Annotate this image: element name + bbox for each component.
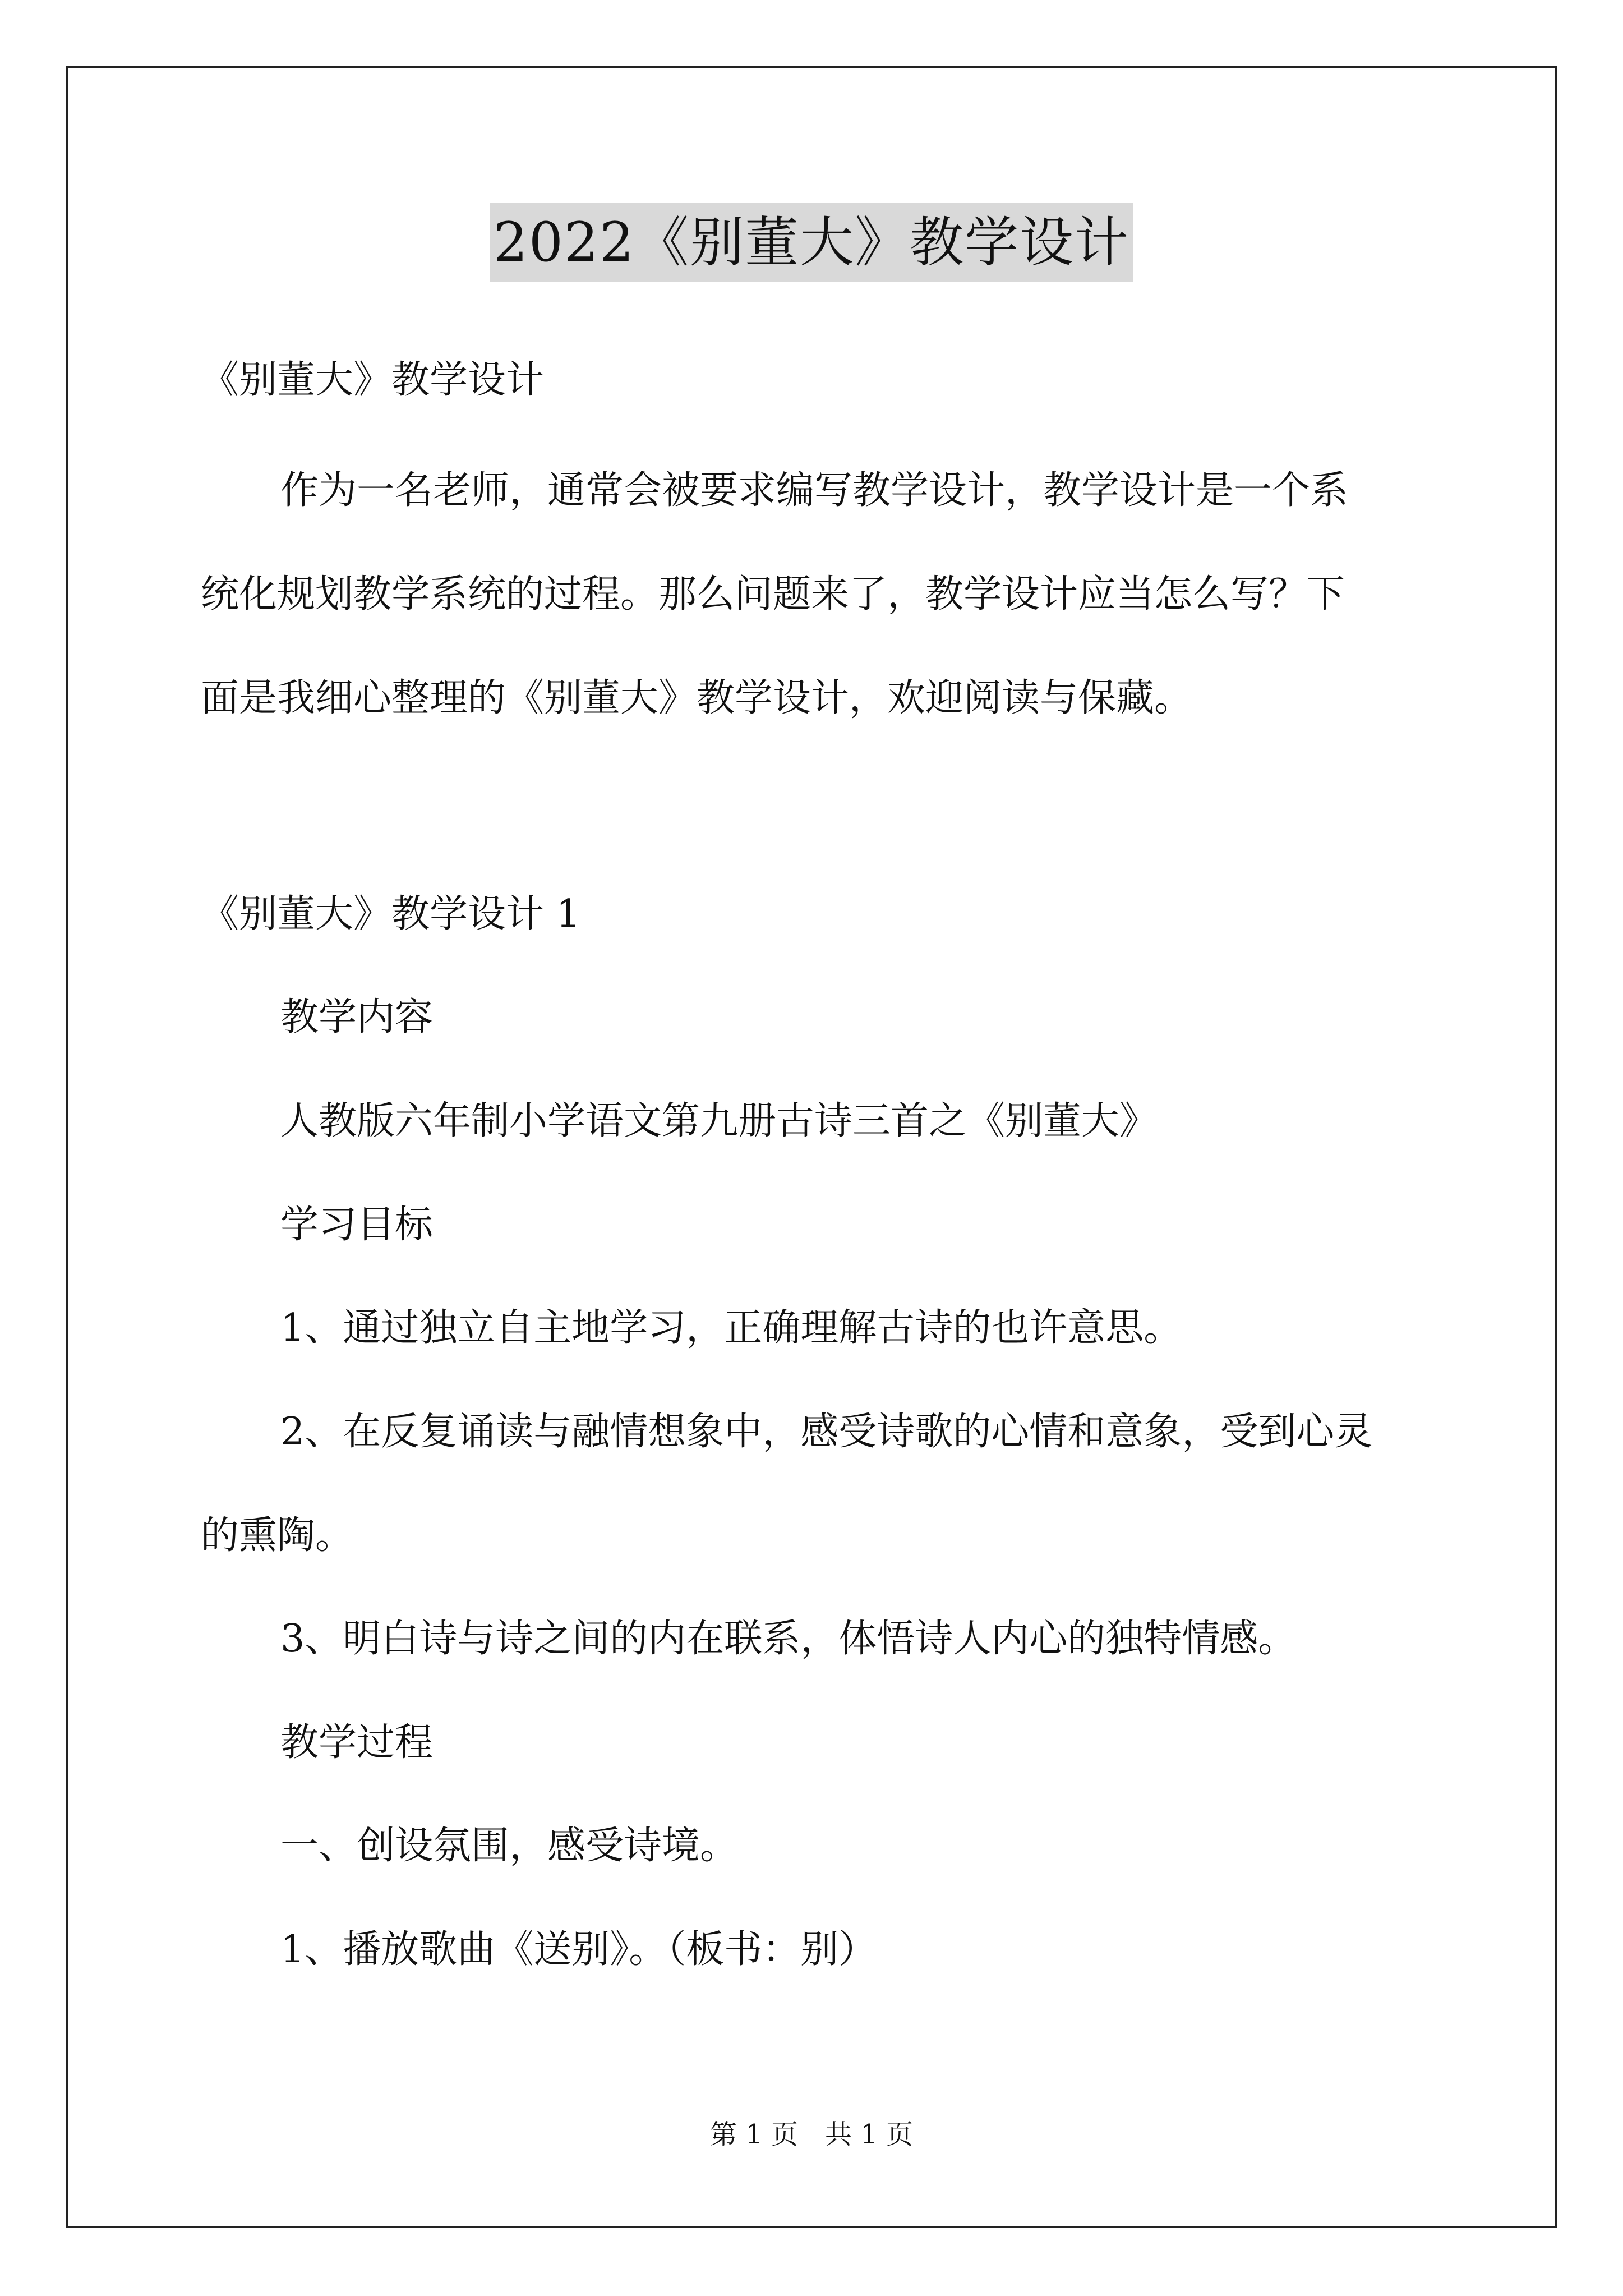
document-title: 2022《别董大》教学设计	[490, 203, 1133, 282]
goal-2-line-2: 的熏陶。	[201, 1513, 354, 1558]
page-footer: 第 1 页 共 1 页	[709, 2119, 914, 2150]
section-heading: 《别董大》教学设计 1	[201, 892, 580, 936]
goal-2	[201, 1380, 1435, 1588]
goal-2-line-1: 2、在反复诵读与融情想象中，感受诗歌的心情和意象，受到心灵	[280, 1410, 1373, 1454]
content-text: 人教版六年制小学语文第九册古诗三首之《别董大》	[280, 1099, 1158, 1143]
goal-3: 3、明白诗与诗之间的内在联系，体悟诗人内心的独特情感。	[280, 1617, 1297, 1661]
goal-1: 1、通过独立自主地学习，正确理解古诗的也许意思。	[280, 1306, 1182, 1350]
intro-line-2: 统化规划教学系统的过程。那么问题来了，教学设计应当怎么写？下	[201, 572, 1345, 616]
step-one-item-1: 1、播放歌曲《送别》。（板书：别）	[280, 1927, 877, 1972]
step-one: 一、创设氛围，感受诗境。	[280, 1824, 739, 1868]
content-label: 教学内容	[280, 995, 434, 1039]
goals-label: 学习目标	[280, 1203, 434, 1247]
intro-paragraph	[201, 439, 1435, 750]
intro-line-1: 作为一名老师，通常会被要求编写教学设计，教学设计是一个系	[280, 468, 1349, 513]
intro-line-3: 面是我细心整理的《别董大》教学设计，欢迎阅读与保藏。	[201, 676, 1193, 720]
subtitle: 《别董大》教学设计	[201, 358, 545, 402]
title-container	[0, 203, 1623, 282]
process-label: 教学过程	[280, 1720, 434, 1765]
